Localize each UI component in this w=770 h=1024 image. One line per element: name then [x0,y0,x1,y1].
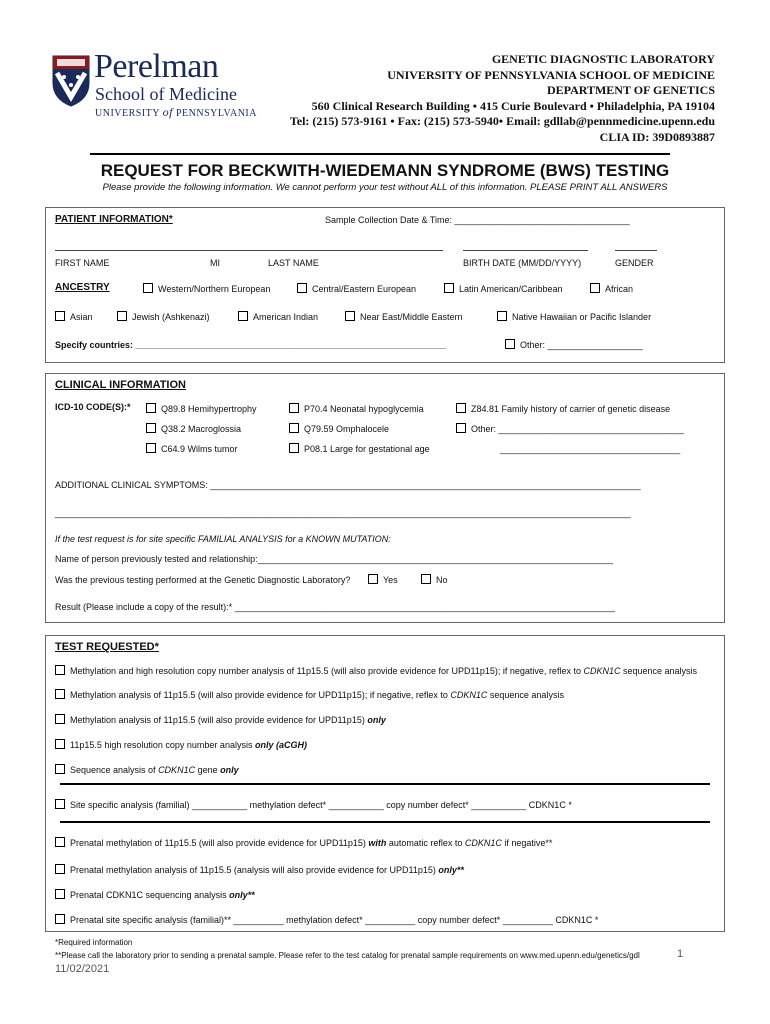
header-lab: GENETIC DIAGNOSTIC LABORATORY [491,52,715,66]
ancestry-other[interactable]: Other: ___________________ [505,339,643,350]
specify-countries-field[interactable]: Specify countries: ______________________________________________________________ [55,340,446,350]
checkbox[interactable] [55,714,65,724]
clinical-heading: CLINICAL INFORMATION [55,379,186,391]
checkbox[interactable] [55,837,65,847]
ancestry-western[interactable]: Western/Northern European [143,283,270,294]
page-title: REQUEST FOR BECKWITH-WIEDEMANN SYNDROME (BWS) TESTING [100,161,670,180]
header-univ: UNIVERSITY OF PENNSYLVANIA SCHOOL OF MEDICINE [387,68,715,82]
code-other[interactable]: Other: _____________________________________ [456,423,684,434]
test-option-8[interactable]: Prenatal methylation analysis of 11p15.5 (analysis will also provide evidence for UPD11p15) only** [55,864,464,875]
name-line [55,250,443,251]
checkbox[interactable] [55,739,65,749]
code-other-line[interactable]: ____________________________________ [500,444,681,454]
code-z8481[interactable]: Z84.81 Family history of carrier of genetic disease [456,403,670,414]
checkbox[interactable] [143,283,153,293]
checkbox[interactable] [497,311,507,321]
checkbox[interactable] [55,799,65,809]
footer-note: **Please call the laboratory prior to sending a prenatal sample. Please refer to the test catalog for prenatal sample requirements on www.med.upenn.edu/genetics/gdl [55,951,640,960]
checkbox[interactable] [368,574,378,584]
ancestry-label: ANCESTRY [55,282,110,293]
patient-heading: PATIENT INFORMATION* [55,214,173,225]
header-rule [90,153,670,155]
checkbox[interactable] [55,864,65,874]
test-divider-2 [60,821,710,823]
checkbox[interactable] [238,311,248,321]
previous-testing-question: Was the previous testing performed at the Genetic Diagnostic Laboratory? [55,575,351,585]
checkbox[interactable] [421,574,431,584]
code-p081[interactable]: P08.1 Large for gestational age [289,443,430,454]
logo-school: School of Medicine [95,84,237,104]
code-q382[interactable]: Q38.2 Macroglossia [146,423,241,434]
icd-label: ICD-10 CODE(S):* [55,402,131,412]
checkbox[interactable] [590,283,600,293]
checkbox[interactable] [55,764,65,774]
last-name-label: LAST NAME [268,258,319,268]
logo-university: UNIVERSITY of PENNSYLVANIA [95,105,257,119]
checkbox[interactable] [117,311,127,321]
ancestry-latin[interactable]: Latin American/Caribbean [444,283,563,294]
familial-note: If the test request is for site specific FAMILIAL ANALYSIS for a KNOWN MUTATION: [55,534,391,544]
ancestry-hawaiian[interactable]: Native Hawaiian or Pacific Islander [497,311,651,322]
test-option-10[interactable]: Prenatal site specific analysis (familial)** __________ methylation defect* __________ copy number defect* __________ CDKN1C * [55,914,598,925]
prev-yes[interactable]: Yes [368,574,398,585]
ancestry-jewish[interactable]: Jewish (Ashkenazi) [117,311,210,322]
page-subtitle: Please provide the following information. We cannot perform your test without ALL of this information. PLEASE PRINT ALL ANSWERS [102,182,668,193]
checkbox[interactable] [297,283,307,293]
ancestry-african[interactable]: African [590,283,633,294]
checkbox[interactable] [146,403,156,413]
checkbox[interactable] [444,283,454,293]
gender-line [615,250,657,251]
ancestry-american-indian[interactable]: American Indian [238,311,318,322]
additional-symptoms-line[interactable]: ___________________________________________________________________________________________________________________ [55,508,631,518]
footer-date: 11/02/2021 [55,963,110,975]
checkbox[interactable] [345,311,355,321]
ancestry-asian[interactable]: Asian [55,311,93,322]
header-dept: DEPARTMENT OF GENETICS [546,83,715,97]
test-option-6[interactable]: Site specific analysis (familial) ___________ methylation defect* ___________ copy number defect* ___________ CDKN1C * [55,799,572,810]
additional-symptoms-field[interactable]: ADDITIONAL CLINICAL SYMPTOMS: ______________________________________________________________________________________ [55,480,641,490]
code-q898[interactable]: Q89.8 Hemihypertrophy [146,403,257,414]
checkbox[interactable] [289,443,299,453]
checkbox[interactable] [289,423,299,433]
code-q7959[interactable]: Q79.59 Omphalocele [289,423,389,434]
collection-date-field[interactable]: Sample Collection Date & Time: ___________________________________ [325,215,630,225]
first-name-label: FIRST NAME [55,258,110,268]
birth-date-label: BIRTH DATE (MM/DD/YYYY) [463,258,582,268]
test-option-4[interactable]: 11p15.5 high resolution copy number analysis only (aCGH) [55,739,307,750]
page-number: 1 [677,948,684,960]
penn-shield-logo [52,55,90,107]
header-address: 560 Clinical Research Building • 415 Curie Boulevard • Philadelphia, PA 19104 [311,99,715,113]
checkbox[interactable] [55,689,65,699]
checkbox[interactable] [456,403,466,413]
prev-no[interactable]: No [421,574,448,585]
checkbox[interactable] [289,403,299,413]
code-p704[interactable]: P70.4 Neonatal hypoglycemia [289,403,424,414]
checkbox[interactable] [55,889,65,899]
test-option-7[interactable]: Prenatal methylation of 11p15.5 (will also provide evidence for UPD11p15) with automatic reflex to CDKN1C if negative** [55,837,552,848]
test-option-3[interactable]: Methylation analysis of 11p15.5 (will also provide evidence for UPD11p15) only [55,714,386,725]
checkbox[interactable] [55,914,65,924]
header-clia: CLIA ID: 39D0893887 [599,130,715,144]
checkbox[interactable] [505,339,515,349]
test-option-1[interactable]: Methylation and high resolution copy number analysis of 11p15.5 (will also provide evidence for UPD11p15); if negative, reflex to CDKN1C sequence analysis [55,665,697,676]
checkbox[interactable] [55,665,65,675]
test-option-5[interactable]: Sequence analysis of CDKN1C gene only [55,764,239,775]
test-divider-1 [60,783,710,785]
test-heading: TEST REQUESTED* [55,641,159,653]
test-option-2[interactable]: Methylation analysis of 11p15.5 (will also provide evidence for UPD11p15); if negative, reflex to CDKN1C sequence analysis [55,689,564,700]
checkbox[interactable] [146,443,156,453]
gender-label: GENDER [615,258,654,268]
result-field[interactable]: Result (Please include a copy of the result):* ____________________________________________________________________________ [55,602,615,612]
code-c649[interactable]: C64.9 Wilms tumor [146,443,238,454]
checkbox[interactable] [55,311,65,321]
ancestry-near-east[interactable]: Near East/Middle Eastern [345,311,463,322]
footer-required: *Required information [55,938,133,947]
header-contact: Tel: (215) 573-9161 • Fax: (215) 573-5940• Email: gdllab@pennmedicine.upenn.edu [289,114,715,128]
ancestry-central[interactable]: Central/Eastern European [297,283,416,294]
birth-line [463,250,588,251]
mi-label: MI [210,258,220,268]
person-tested-field[interactable]: Name of person previously tested and relationship:_______________________________________________________________________ [55,554,613,564]
checkbox[interactable] [456,423,466,433]
test-option-9[interactable]: Prenatal CDKN1C sequencing analysis only** [55,889,255,900]
logo-name: Perelman [94,48,219,85]
checkbox[interactable] [146,423,156,433]
